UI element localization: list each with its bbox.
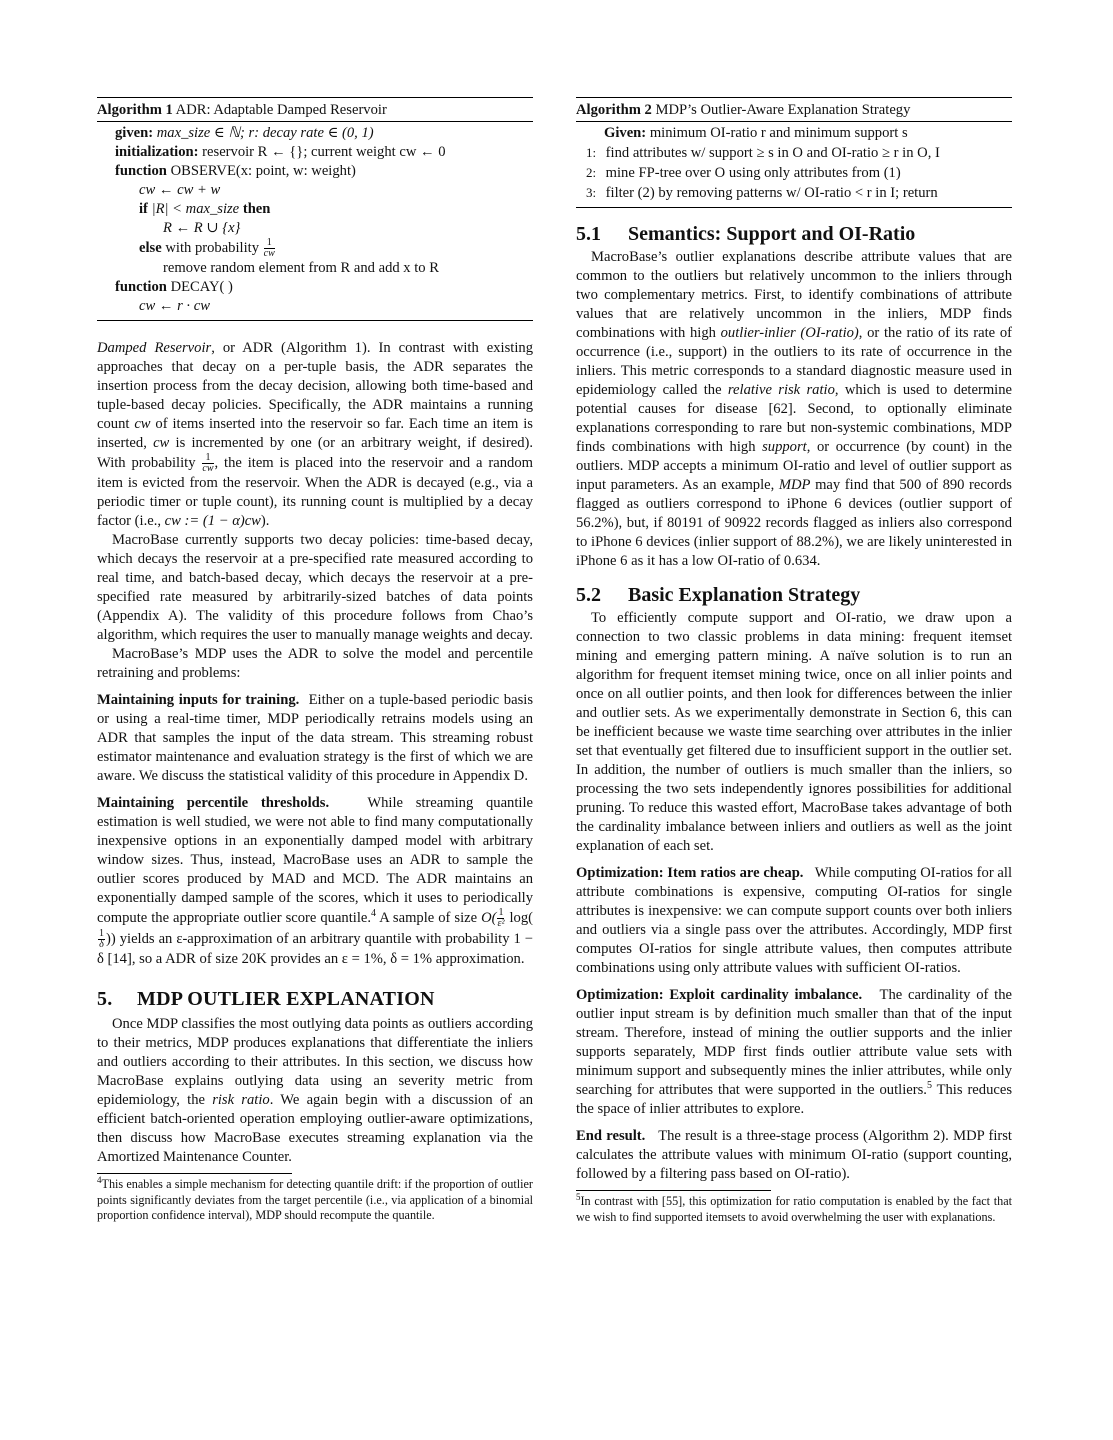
italic-term: MDP <box>778 477 811 493</box>
fraction-denominator: ε² <box>497 918 505 929</box>
footnote-divider <box>97 1173 292 1174</box>
footnote-5 <box>576 1191 1012 1225</box>
alg1-update-line <box>97 181 533 200</box>
right-column <box>576 97 1012 1225</box>
text-run: , which is used to determine potential causes for disease [62]. Second, to optionally eliminate explanations corresponding to rare but non-systemic combinations, MDP finds combinations with high <box>576 382 1012 455</box>
alg1-add-x: R ← R ∪ {x} <box>163 220 241 236</box>
text-run: may find that 500 of 890 records flagged as outliers correspond to iPhone 6 devices (outlier support of 56.2%), but, if 80191 of 90922 records flagged as inliers also correspond to iPhone 6 devices (inlier support of 88.2%), we are likely uninterested in iPhone 6 as it has a low OI-ratio of 0.634. <box>576 477 1012 569</box>
italic-term: Damped Reservoir <box>97 340 212 356</box>
keyword-if: if <box>139 201 148 217</box>
alg1-add-line <box>97 219 533 238</box>
fraction-numerator: 1 <box>498 907 504 918</box>
fraction-denominator: cw <box>202 463 214 474</box>
step-text: find attributes w/ support ≥ s in O and OI-ratio ≥ r in O, I <box>605 145 940 161</box>
algorithm-1-body <box>97 122 533 320</box>
alg1-init-text: reservoir R ← {}; current weight cw ← 0 <box>202 144 446 160</box>
math-cw: cw <box>134 416 151 432</box>
footnote-text: This enables a simple mechanism for detecting quantile drift: if the proportion of outlier points significantly deviates from the target percentile (i.e., via application of a binomial proportion confidence interval), MDP should recompute the quantile. <box>97 1177 533 1222</box>
alg1-observe-line <box>97 162 533 181</box>
alg1-if-line <box>97 200 533 219</box>
paragraph-basic-strategy: To efficiently compute support and OI-ratio, we draw upon a connection to two classic problems in data mining: frequent itemset mining and emerging pattern mining. A naïve solution is to run an algorithm for frequent itemset mining twice, once on all inlier points and once on all outlier points, and then look for differences between the inlier and outlier sets. As we experimentally demonstrate in Section 6, this can be inefficient because we waste time searching over attributes in the inlier set that eventually get filtered due to insufficient support in the outlier set. In addition, the number of outliers is much smaller than the inliers, so processing the two sets independently ignores possibilities for additional pruning. To reduce this wasted effort, MacroBase takes advantage of both the cardinality imbalance between inliers and outliers as well as the joint explanation of each set. <box>576 610 1012 854</box>
text-run: This reduces the space of inlier attributes to explore. <box>576 1082 1013 1117</box>
text-run: While streaming quantile estimation is well studied, we were not able to find many computationally inexpensive options in an exponentially damped model with arbitrary window sizes. Thus, instead, MacroBase uses an ADR to sample the outlier scores produced by MAD and MCD. The ADR maintains an exponentially damped sample of the scores, which it uses to periodically compute the appropriate outlier score quantile. <box>97 795 533 926</box>
probability-fraction <box>264 238 275 259</box>
section-5-2-heading <box>576 583 1012 607</box>
section-number: 5.2 <box>576 584 601 606</box>
keyword-then: then <box>242 201 271 217</box>
alg1-update-cw: cw ← cw + w <box>139 182 221 198</box>
text-run: Once MDP classifies the most outlying data points as outliers according to their metrics, MDP produces explanations that differentiate the inliers and outliers according to their attributes. In this section, we discuss how MacroBase explains outlying data using an severity metric from epidemiology, the <box>97 1016 533 1108</box>
keyword-else: else <box>139 239 162 256</box>
text-run: , or ADR (Algorithm 1). In contrast with existing approaches that decay on a per-tuple basis, the ADR separates the insertion process from the decay decision, allowing both time-based and tuple-based decay policies. Specifically, the ADR maintains a running count <box>97 340 533 432</box>
text-run: , or occurrence (by count) in the outliers. MDP accepts a minimum OI-ratio and level of outlier support as input parameters. As an example, <box>576 439 1012 493</box>
text-run: A sample of size <box>376 909 482 926</box>
algorithm-2-body <box>576 122 1012 207</box>
algorithm-1-box <box>97 97 533 321</box>
function-observe-args: (x: point, w: weight) <box>235 163 356 179</box>
paragraph-heading: Maintaining percentile thresholds. <box>97 795 330 811</box>
text-run: is incremented by one (or an arbitrary weight, if desired). With probability <box>97 435 534 471</box>
text-run: , the item is placed into the reservoir and a random item is evicted from the reservoir. When the ADR is decayed (e.g., via a periodic timer or tuple count), its running count is multiplied by a decay factor (i.e., <box>97 454 533 529</box>
alg2-given-text: minimum OI-ratio r and minimum support s <box>649 125 908 141</box>
paragraph-heading: Optimization: Exploit cardinality imbalance. <box>576 987 863 1003</box>
section-number: 5.1 <box>576 223 601 245</box>
step-number: 3: <box>586 185 597 200</box>
alg2-step <box>576 183 1012 203</box>
alg1-else-text: with probability <box>165 239 259 256</box>
function-decay-args: ( ) <box>219 279 233 295</box>
step-text: mine FP-tree over O using only attributes from (1) <box>605 165 901 181</box>
math-run: log( <box>505 909 533 926</box>
section-5-heading <box>97 987 533 1011</box>
alg2-given-line <box>576 124 1012 143</box>
keyword-function: function <box>115 163 167 179</box>
alg1-decay-line <box>97 278 533 297</box>
step-number: 1: <box>586 145 597 160</box>
paragraph-section-5-intro <box>97 1015 533 1167</box>
section-title: Semantics: Support and OI-Ratio <box>628 223 916 245</box>
italic-term: relative risk ratio <box>727 382 835 398</box>
function-decay-name: DECAY <box>170 279 220 295</box>
fraction-denominator: cw <box>263 248 275 259</box>
algorithm-2-caption <box>576 98 1012 122</box>
alg1-remove-line <box>97 259 533 278</box>
math-cw: cw <box>153 435 170 451</box>
text-run: Either on a tuple-based periodic basis or using a real-time timer, MDP periodically retrains models using an ADR that samples the input of the data stream. This streaming robust estimator maintenance and evaluation strategy is the first of which we are aware. We discuss the statistical validity of this procedure in Appendix D. <box>97 692 533 784</box>
fraction-numerator: 1 <box>99 928 104 939</box>
paragraph-decay-policies: MacroBase currently supports two decay policies: time-based decay, which decays the reservoir at a pre-specified rate measured according to real time, and batch-based decay, which decays the reservoir at a pre-specified rate measured by arbitrarily-sized batches of data points (Appendix A). The validity of this procedure follows from Chao’s algorithm, which requires the user to manually manage weights and decay. <box>97 532 533 643</box>
fraction-numerator: 1 <box>264 238 275 249</box>
fraction-denominator: δ <box>99 939 104 950</box>
text-run: , or the ratio of its rate of occurrence (i.e., support) in the outliers to its rate of occurrence in the inliers. This metric corresponds to a standard diagnostic measure used in epidemiology called the <box>576 325 1012 398</box>
paragraph-maintaining-percentiles <box>97 794 533 969</box>
algorithm-1-title: ADR: Adaptable Damped Reservoir <box>175 102 387 118</box>
section-title: MDP OUTLIER EXPLANATION <box>137 988 435 1010</box>
algorithm-2-label: Algorithm 2 <box>576 102 652 118</box>
alg2-step <box>576 143 1012 163</box>
paragraph-item-ratios <box>576 864 1012 978</box>
alg1-if-condition: |R| < max_size <box>151 201 240 217</box>
alg1-given-line <box>97 124 533 143</box>
alg1-given-text: max_size ∈ ℕ; r: decay rate ∈ (0, 1) <box>156 125 374 141</box>
keyword-initialization: initialization: <box>115 144 199 160</box>
alg1-decay-update-line <box>97 297 533 316</box>
left-column <box>97 97 533 1224</box>
algorithm-2-title: MDP’s Outlier-Aware Explanation Strategy <box>655 102 911 118</box>
math-decay-formula: cw := (1 − α)cw <box>164 513 261 529</box>
footnote-marker: 5 <box>926 1080 932 1092</box>
text-run: of items inserted into the reservoir so far. Each time an item is inserted, <box>97 416 533 451</box>
text-run: While computing OI-ratios for all attribute combinations is expensive, computing OI-ratios for single attributes is inexpensive: we can compute support counts over both inliers and outliers via a single pass over the attributes. Accordingly, MDP first computes OI-ratios for single attribute values, then computes attribute combinations using only attribute values with sufficient OI-ratios. <box>576 865 1012 976</box>
italic-term: outlier-inlier (OI-ratio) <box>720 325 859 341</box>
footnote-marker: 4 <box>371 907 377 919</box>
alg1-init-line <box>97 143 533 162</box>
text-run: . We again begin with a discussion of an efficient batch-oriented operation employing outlier-aware optimizations, then discuss how MacroBase executes streaming explanation via the Amortized Maintenance Counter. <box>97 1092 533 1165</box>
step-text: filter (2) by removing patterns w/ OI-ratio < r in I; return <box>605 185 938 201</box>
algorithm-1-caption <box>97 98 533 122</box>
paragraph-maintaining-inputs <box>97 691 533 786</box>
text-run: The cardinality of the outlier input stream is by definition much smaller than that of the input stream. Therefore, instead of mining the outlier supports and the inlier supports separately, MDP first finds outlier attribute value sets with minimum support and subsequently mines the inlier attributes, while only searching for attributes that were supported in the outliers. <box>576 987 1012 1098</box>
algorithm-2-box <box>576 97 1012 208</box>
footnote-number: 4 <box>97 1174 102 1185</box>
alg1-remove-text: remove random element from R and add x to R <box>163 260 439 276</box>
paragraph-cardinality-imbalance <box>576 986 1012 1119</box>
footnote-text: In contrast with [55], this optimization for ratio computation is enabled by the fact that we wish to find supported itemsets to avoid overwhelming the user with explanations. <box>576 1194 1012 1224</box>
footnote-divider <box>576 1190 771 1191</box>
footnote-4 <box>97 1174 533 1224</box>
keyword-function: function <box>115 279 167 295</box>
text-run: yields an ε-approximation of an arbitrary quantile with probability 1 − δ [14], so a ADR of size 20K provides an ε = 1%, δ = 1% approximation. <box>97 930 533 967</box>
keyword-given: Given: <box>604 125 647 141</box>
paragraph-heading: Maintaining inputs for training. <box>97 692 300 708</box>
math-run: O( <box>481 909 497 926</box>
text-run: ). <box>260 513 270 529</box>
paragraph-semantics <box>576 248 1012 571</box>
probability-fraction <box>202 453 213 474</box>
paragraph-heading: Optimization: Item ratios are cheap. <box>576 865 804 881</box>
delta-fraction <box>98 929 105 950</box>
alg1-decay-update: cw ← r · cw <box>139 298 210 314</box>
step-number: 2: <box>586 165 597 180</box>
italic-term: support <box>762 439 807 455</box>
fraction-numerator: 1 <box>202 453 213 464</box>
text-run: The result is a three-stage process (Algorithm 2). MDP first calculates the attribute values with minimum OI-ratio (support counting, followed by a filtering pass based on OI-ratio). <box>576 1128 1012 1182</box>
epsilon-fraction <box>497 908 504 929</box>
section-5-1-heading <box>576 222 1012 246</box>
section-title: Basic Explanation Strategy <box>628 584 861 606</box>
section-number: 5. <box>97 988 113 1010</box>
algorithm-1-label: Algorithm 1 <box>97 102 173 118</box>
paragraph-end-result <box>576 1127 1012 1184</box>
paragraph-adr-intro <box>97 339 533 531</box>
text-run: MacroBase’s outlier explanations describe attribute values that are common to the outliers but relatively uncommon to the inliers through two complementary metrics. First, to identify combinations of attribute values that are relatively uncommon in the inliers, MDP finds combinations with high <box>576 249 1012 341</box>
paragraph-heading: End result. <box>576 1128 646 1144</box>
footnote-number: 5 <box>576 1191 581 1202</box>
function-observe-name: OBSERVE <box>170 163 236 179</box>
alg1-else-line <box>97 238 533 259</box>
math-run: )) <box>106 930 116 947</box>
alg2-step <box>576 163 1012 183</box>
paragraph-mdp-uses-adr: MacroBase’s MDP uses the ADR to solve the model and percentile retraining and problems: <box>97 646 533 681</box>
keyword-given: given: <box>115 125 154 141</box>
italic-term: risk ratio <box>212 1092 270 1108</box>
